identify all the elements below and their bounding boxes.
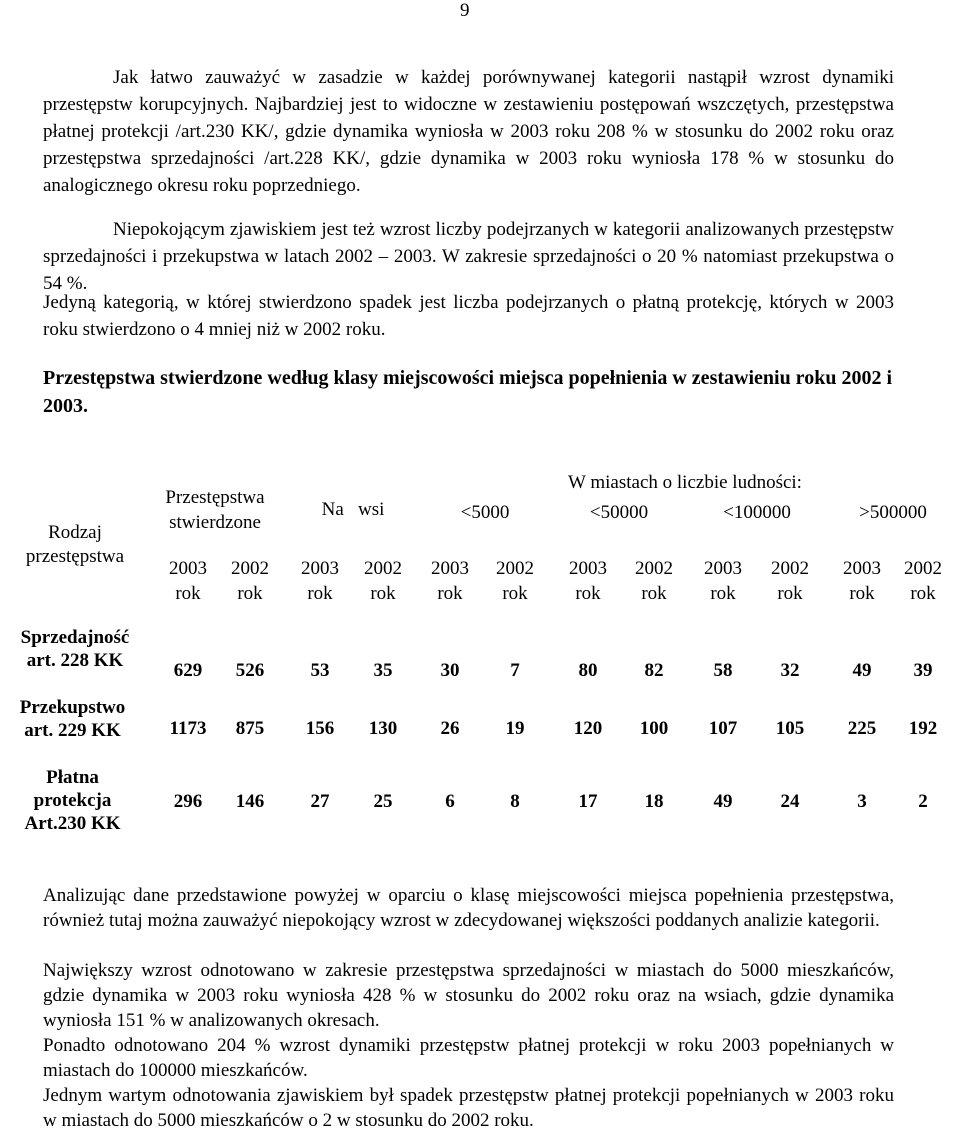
year-header-cell (829, 556, 895, 606)
table-cell: 107 (708, 718, 738, 739)
row-label (0, 696, 145, 742)
table-cell: 25 (373, 791, 393, 812)
header-recorded-line-1: Przestępstwa (165, 487, 265, 508)
year-unit: rok (710, 583, 736, 604)
year-header-cell (155, 556, 221, 606)
year-label: 2003 (169, 558, 207, 579)
table-cell: 17 (578, 791, 598, 812)
year-header-cell (690, 556, 756, 606)
table-cell: 192 (908, 718, 938, 739)
year-unit: rok (641, 583, 667, 604)
table-cell: 32 (780, 660, 800, 681)
closing-paragraph-1: Analizując dane przedstawione powyżej w oparciu o klasę miejscowości miejsca popełnienia przestępstwa, również tutaj można zauważyć niepokojący wzrost w zdecydowanej większości poddanych analizie kategorii. (43, 885, 894, 931)
year-header-cell (757, 556, 823, 606)
header-crime-type-line-1: Rodzaj (48, 522, 102, 543)
city-size-3: <100000 (723, 502, 791, 523)
row-label-line: Przekupstwo (19, 697, 126, 718)
row-label-line: art. 229 KK (24, 720, 121, 741)
section-heading: Przestępstwa stwierdzone według klasy miejscowości miejsca popełnienia w zestawieniu roku 2002 i 2003. (43, 367, 893, 417)
table-cell: 49 (713, 791, 733, 812)
year-header-cell (287, 556, 353, 606)
city-size-1: <5000 (460, 502, 510, 523)
year-unit: rok (370, 583, 396, 604)
table-cell: 1173 (169, 718, 207, 739)
header-crime-type-line-2: przestępstwa (25, 546, 125, 567)
table-cell: 82 (644, 660, 664, 681)
year-label: 2002 (364, 558, 402, 579)
table-cell: 146 (235, 791, 265, 812)
year-header-cell (890, 556, 956, 606)
closing-paragraph-2: Największy wzrost odnotowano w zakresie przestępstwa sprzedajności w miastach do 5000 mieszkańców, gdzie dynamika w 2003 roku wyniosła 428 % w stosunku do 2002 roku oraz na wsiach, gdzie dynamika wyniosła 151 % w analizowanych okresach. (43, 960, 894, 1031)
year-unit: rok (307, 583, 333, 604)
year-label: 2003 (843, 558, 881, 579)
table-cell: 225 (847, 718, 877, 739)
table-cell: 3 (857, 791, 867, 812)
table-cell: 875 (235, 718, 265, 739)
year-header-cell (217, 556, 283, 606)
row-label-line: Sprzedajność (20, 627, 130, 648)
table-cell: 26 (440, 718, 460, 739)
intro-paragraph-2: Niepokojącym zjawiskiem jest też wzrost liczby podejrzanych w kategorii analizowanych przestępstw sprzedajności i przekupstwa w latach 2002 – 2003. W zakresie sprzedajności o 20 % natomiast przekupstwa o 54 %. (43, 219, 894, 294)
row-label-line: art. 228 KK (26, 650, 124, 671)
row-label-line: Art.230 KK (24, 813, 121, 834)
page-number: 9 (460, 0, 470, 21)
header-cities: W miastach o liczbie ludności: (568, 472, 802, 493)
table-cell: 130 (368, 718, 398, 739)
table-cell: 120 (573, 718, 603, 739)
table-cell: 629 (173, 660, 203, 681)
table-cell: 35 (373, 660, 393, 681)
year-header-cell (417, 556, 483, 606)
table-cell: 80 (578, 660, 598, 681)
city-size-4: >500000 (859, 502, 927, 523)
year-label: 2002 (635, 558, 673, 579)
intro-paragraph-1: Jak łatwo zauważyć w zasadzie w każdej porównywanej kategorii nastąpił wzrost dynamiki przestępstw korupcyjnych. Najbardziej jest to widoczne w zestawieniu postępowań wszczętych, przestępstwa płatnej protekcji /art.230 KK/, gdzie dynamika wyniosła w 2003 roku 208 % w stosunku do 2002 roku oraz przestępstwa sprzedajności /art.228 KK/, gdzie dynamika w 2003 roku wyniosła 178 % w stosunku do analogicznego okresu roku poprzedniego. (43, 67, 894, 196)
table-cell: 100 (639, 718, 669, 739)
table-cell: 156 (305, 718, 335, 739)
table-cell: 58 (713, 660, 733, 681)
table-cell: 30 (440, 660, 460, 681)
table-cell: 105 (775, 718, 805, 739)
row-label (0, 766, 145, 835)
year-unit: rok (575, 583, 601, 604)
table-cell: 296 (173, 791, 203, 812)
year-unit: rok (502, 583, 528, 604)
year-header-cell (482, 556, 548, 606)
year-header-cell (555, 556, 621, 606)
table-cell: 2 (918, 791, 928, 812)
table-cell: 53 (310, 660, 330, 681)
year-label: 2003 (431, 558, 469, 579)
intro-paragraph-3: Jedyną kategorią, w której stwierdzono spadek jest liczba podejrzanych o płatną protekcję, których w 2003 roku stwierdzono o 4 mniej niż w 2002 roku. (43, 292, 894, 340)
year-unit: rok (849, 583, 875, 604)
row-label-line: protekcja (33, 790, 112, 811)
year-label: 2003 (704, 558, 742, 579)
year-label: 2002 (231, 558, 269, 579)
row-label-line: Płatna (46, 767, 99, 788)
city-size-2: <50000 (589, 502, 649, 523)
table-cell: 526 (235, 660, 265, 681)
year-label: 2002 (904, 558, 942, 579)
year-label: 2002 (496, 558, 534, 579)
year-label: 2003 (569, 558, 607, 579)
year-unit: rok (175, 583, 201, 604)
year-label: 2002 (771, 558, 809, 579)
closing-paragraph-4: Jednym wartym odnotowania zjawiskiem był spadek przestępstw płatnej protekcji popełnianych w 2003 roku w miastach do 5000 mieszkańców o 2 w stosunku do 2002 roku. (43, 1085, 894, 1131)
table-cell: 49 (852, 660, 872, 681)
closing-paragraph-3: Ponadto odnotowano 204 % wzrost dynamiki przestępstw płatnej protekcji w roku 2003 popełnianych w miastach do 100000 mieszkańców. (43, 1035, 894, 1081)
table-cell: 39 (913, 660, 933, 681)
table-cell: 18 (644, 791, 664, 812)
table-cell: 27 (310, 791, 330, 812)
year-header-cell (621, 556, 687, 606)
year-unit: rok (910, 583, 936, 604)
table-cell: 7 (510, 660, 520, 681)
table-cell: 6 (445, 791, 455, 812)
year-unit: rok (437, 583, 463, 604)
table-cell: 19 (505, 718, 525, 739)
header-village: Na wsi (321, 499, 385, 520)
table-cell: 24 (780, 791, 800, 812)
year-header-cell (350, 556, 416, 606)
row-label (0, 626, 150, 672)
table-cell: 8 (510, 791, 520, 812)
year-label: 2003 (301, 558, 339, 579)
year-unit: rok (237, 583, 263, 604)
year-unit: rok (777, 583, 803, 604)
header-recorded-line-2: stwierdzone (169, 512, 261, 533)
